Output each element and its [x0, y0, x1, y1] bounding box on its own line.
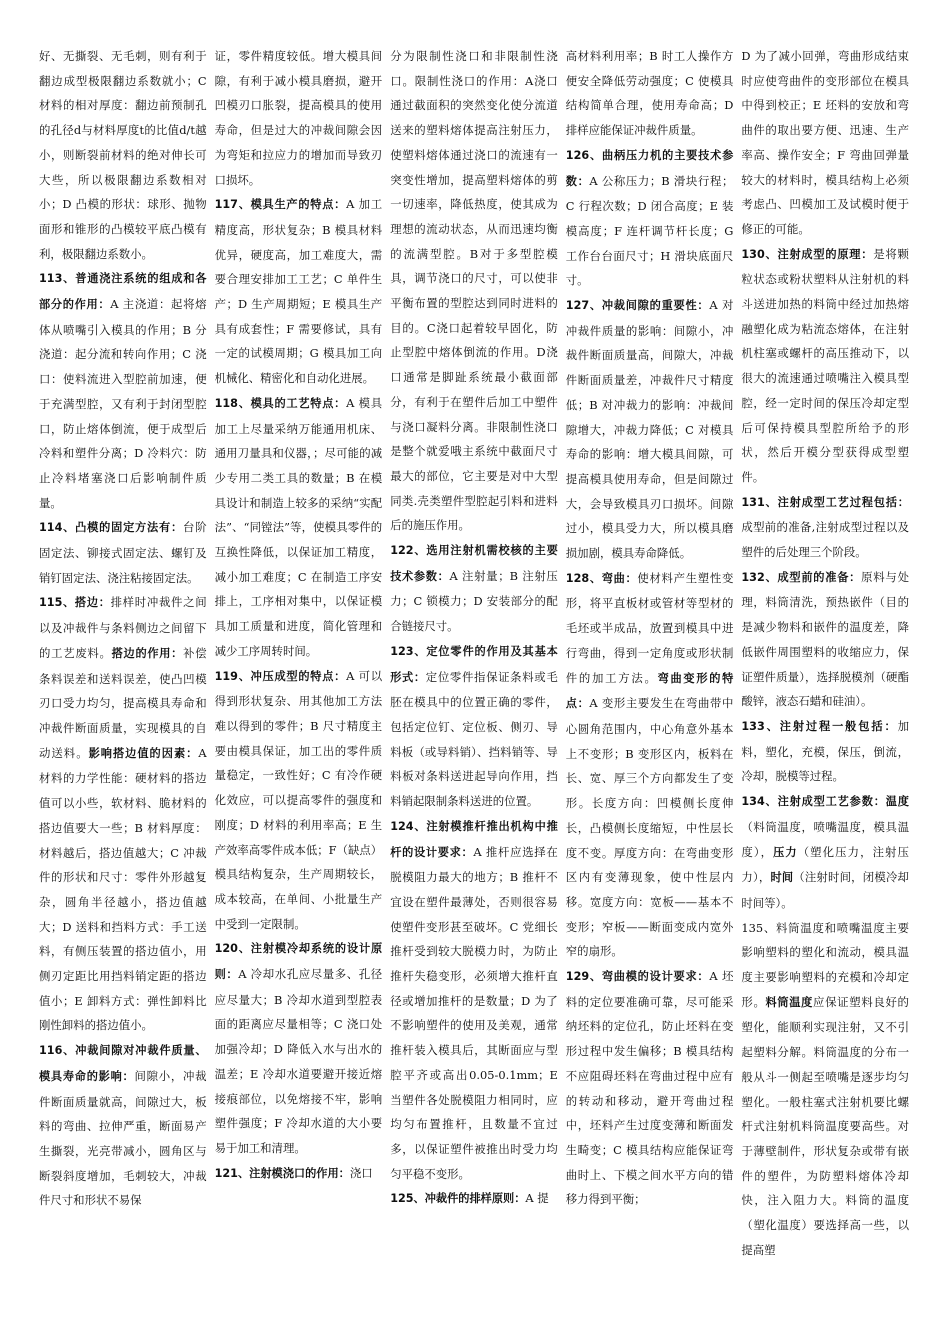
body-text: 原料与处理，料筒清洗，预热嵌件（目的是减少物料和嵌件的温度差，降低嵌件周围塑料的收缩应力，保证塑件质量），选择脱模剂（硬酯酸锌，液态石蜡和硅油）。 [741, 569, 909, 709]
paragraph [566, 293, 734, 566]
paragraph [741, 490, 909, 565]
bold-heading-text: 116、冲裁间隙对冲裁件质量、模具寿命的影响： [39, 1044, 207, 1083]
paragraph [215, 1161, 383, 1187]
body-text: （注射时间，闭模冷却时间等）。 [741, 870, 909, 910]
paragraph [390, 538, 558, 639]
text-column-1 [36, 44, 212, 1334]
paragraph [215, 44, 383, 192]
paragraph [566, 964, 734, 1212]
text-column-4 [563, 44, 739, 1334]
document-page [36, 44, 914, 1334]
paragraph [566, 44, 734, 143]
paragraph [566, 143, 734, 293]
body-text: A 变形主要发生在弯曲带中心圆角范围内，中心角意外基本上不变形；B 变形区内，板料在长、宽、厚三个方向都发生了变形。长度方向：凹模侧长度伸长，凸模侧长度缩短，中性层长度不变。厚度方向：在弯曲变形区内有变薄现象，使中性层内移。宽度方向：宽板——基本不变形；窄板——断面变成内宽外窄的扇形。 [565, 696, 734, 959]
bold-heading-text: 时间 [770, 871, 794, 885]
body-text: D 为了减小回弹，弯曲形成结束时应使弯曲件的变形部位在模具中得到校正；E 坯料的安放和弯曲件的取出要方便、迅速、生产率高、操作安全；F 弯曲回弹量较大的材料时，模具结构上必须考虑凸、凹模加工及试模时便于修正的可能。 [741, 49, 909, 236]
body-text: A 推杆应选择在脱模阻力最大的地方；B 推杆不宜设在塑件最薄处，否则很容易使塑件变形甚至破坏。C 党细长推杆受到较大脱模力时，为防止推杆失稳变形，必须增大推杆直径或增加推杆的是数量；D 为了不影响塑件的使用及美观，通常推杆装入模具后，其断面应与型腔平齐或高出0.05-0.1mm；E 当塑件各处脱模阻力相同时，应均匀布置推杆，且数量不宜过多，以保证塑件被推出时受力均匀平稳不变形。 [390, 844, 558, 1181]
body-text: 135、料筒温度和喷嘴温度主要影响塑料的塑化和流动，模具温度主要影响塑料的充模和冷却定形。 [741, 920, 909, 1009]
body-text: 定位零件指保证条料或毛胚在模具中的位置正确的零件，包括定位钉、定位板、侧刃、导料板（或导料销）、挡料销等、导料板对条料送进起导向作用，挡料销起限制条料送进的位置。 [390, 669, 558, 809]
paragraph [39, 590, 207, 1038]
paragraph [741, 714, 909, 789]
body-text: 好、无撕裂、无毛刺，则有利于翻边成型极限翻边系数就小；C 材料的相对厚度：翻边前预制孔的孔径d与材料厚度t的比值d/t越小，则断裂前材料的绝对伸长可大些，所以极限翻边系数相对小；D 凸模的形状：球形、抛物面形和锥形的凸模较平底凸模有利，极限翻边系数小。 [39, 49, 207, 261]
body-text: A 冷却水孔应尽量多、孔径应尽量大；B 冷却水道到型腔表面的距离应尽量相等；C 浇口处加强冷却；D 降低入水与出水的温差；E 冷却水道要避开接近熔接痕部位，以免熔接不牢，影响塑件强度；F 冷却水道的大小要易于加工和清理。 [214, 967, 383, 1155]
bold-heading-text: 119、冲压成型的特点： [214, 669, 347, 683]
body-text: A 提 [525, 1191, 549, 1206]
paragraph [741, 44, 909, 242]
bold-heading-text: 113、普通浇注系统的组成和各部分的作用： [39, 272, 207, 312]
paragraph [39, 44, 207, 266]
bold-heading-text: 115、搭边： [39, 596, 111, 610]
bold-heading-text: 120、注射模冷却系统的设计原则： [214, 942, 383, 982]
body-text: A 模具加工上尽量采纳万能通用机床、通用刀量具和仪器，；尽可能的减少专用二类工具的数量；B 在模具设计和制造上较多的采纳“实配法”、“同镗法”等，使模具零件的互换性降低，以保证加工精度，减小加工难度；C 在制造工序安排上，工序相对集中，以保证模具加工质量和进度，简化管理和减少工序周转时间。 [214, 395, 383, 658]
text-column-3 [387, 44, 563, 1334]
body-text: 排样时冲裁件之间以及冲裁件与条料侧边之间留下的工艺废料。 [39, 595, 207, 660]
paragraph [39, 515, 207, 590]
body-text: A 公称压力；B 滑块行程；C 行程次数；D 闭合高度；E 装模高度；F 连杆调节杆长度；G 工作台台面尺寸；H 滑块底面尺寸。 [565, 173, 734, 288]
bold-heading-text: 128、弯曲： [565, 571, 638, 585]
bold-heading-text: 影响搭边值的因素： [88, 746, 199, 760]
text-column-2 [212, 44, 388, 1334]
paragraph [215, 664, 383, 937]
bold-heading-text: 搭边的作用： [111, 646, 184, 660]
paragraph [390, 1186, 558, 1212]
paragraph [741, 789, 909, 916]
bold-heading-text: 126、曲柄压力机的主要技术参数： [565, 148, 734, 188]
bold-heading-text: 133、注射过程一般包括： [741, 719, 898, 733]
bold-heading-text: 131、注射成型工艺过程包括： [741, 495, 909, 509]
body-text: A 主浇道：起将熔体从喷嘴引入模具的作用；B 分浇道：起分流和转向作用；C 浇口：使料流进入型腔前加速，便于充满型腔，又有利于封闭型腔口，防止熔体倒流，便于成型后冷料和塑件分离；D 冷料穴：防止冷料堵塞浇口后影响制件质量。 [39, 297, 207, 510]
paragraph [741, 565, 909, 714]
body-text: 成型前的准备,注射成型过程以及塑件的后处理三个阶段。 [741, 520, 909, 560]
paragraph [390, 814, 558, 1187]
bold-heading-text: 125、冲裁件的排样原则： [390, 1192, 526, 1206]
body-text: A 加工精度高，形状复杂；B 模具材料优异，硬度高，加工难度大，需要合理安排加工工艺；C 单件生产；D 生产周期短；E 模具生产具有成套性；F 需要修试，具有一定的试模周期；G 模具加工向机械化、精密化和自动化进展。 [214, 197, 383, 386]
bold-heading-text: 129、弯曲模的设计要求： [565, 970, 710, 984]
body-text: A 材料的力学性能：硬材料的搭边值可以小些，软材料、脆材料的搭边值要大一些；B 材料厚度：材料越后，搭边值越大；C 冲裁件的形状和尺寸：零件外形越复杂，圆角半径越小，搭边值越大；D 送料和挡料方式：手工送料，有侧压装置的搭边值小，用侧刃定距比用挡料销定距的搭边值小；E 卸料方式：弹性卸料比刚性卸料的搭边值小。 [39, 745, 207, 1033]
body-text: 是将颗粒状态或粉状塑料从注射机的料斗送进加热的料筒中经过加热熔融塑化成为粘流态熔体，在注射机柱塞或螺杆的高压推动下，以很大的流速通过喷嘴注入模具型腔，经一定时间的保压冷却定型后可保持模具型腔所给予的形状，然后开模分型获得成型塑件。 [741, 246, 909, 484]
bold-heading-text: 料筒温度 [765, 995, 814, 1009]
text-column-5 [738, 44, 914, 1334]
body-text: 补偿条料误差和送料误差，使凸凹模刃口受力均匀，提高模具寿命和冲裁件断面质量，实现模具的自动送料。 [39, 645, 207, 760]
body-text: 台阶固定法、铆接式固定法、螺钉及销钉固定法、浇注粘接固定法。 [39, 520, 207, 585]
body-text: 分为限制性浇口和非限制性浇口。限制性浇口的作用：A浇口通过截面积的突然变化使分流道送来的塑料熔体提高注射压力，使塑料熔体通过浇口的流速有一突变性增加，提高塑料熔体的剪一切速率，降低热度，使其成为理想的流动状态，从而迅速均衡的流满型腔。B对于多型腔模具，调节浇口的尺寸，可以使非平衡布置的型腔达到同时进料的目的。C浇口起着较早固化，防止型腔中熔体倒流的作用。D浇口通常是脚趾系统最小截面部分，有利于在塑件后加工中塑件与浇口凝料分离。非限制性浇口是整个就爱哦主系统中截面尺寸最大的部位，它主要是对中大型同类.壳类塑件型腔起引料和进料后的施压作用。 [390, 49, 558, 533]
body-text: A 对冲裁件质量的影响：间隙小，冲裁件断面质量高，间隙大，冲裁件断面质量差，冲裁件尺寸精度低；B 对冲裁力的影响：冲裁间隙增大，冲裁力降低；C 对模具寿命的影响：增大模具间隙，可提高模具使用寿命，但是间隙过大，会导致模具刃口损坏。间隙过小，模具受力大，所以模具磨损加剧，模具寿命降低。 [565, 298, 734, 561]
bold-heading-text: 132、成型前的准备： [741, 570, 862, 584]
paragraph [741, 916, 909, 1263]
bold-heading-text: 122、选用注射机需校核的主要技术参数： [390, 544, 558, 583]
body-text: 证，零件精度较低。增大模具间隙，有利于减小模具磨损，避开凹模刃口胀裂，提高模具的使用寿命，但是过大的冲裁间隙会因为弯矩和拉应力的增加而导致刃口损坏。 [214, 49, 383, 187]
bold-heading-text: 121、注射模浇口的作用： [214, 1166, 350, 1180]
bold-heading-text: 117、模具生产的特点： [214, 198, 347, 212]
bold-heading-text: 弯曲变形的特点： [565, 671, 734, 711]
bold-heading-text: 134、注射成型工艺参数： [741, 795, 886, 809]
paragraph [566, 566, 734, 964]
bold-heading-text: 温度 [885, 795, 909, 809]
body-text: 使材料产生塑性变形，将平直板材或管材等型材的毛坯或半成品，放置到模具中进行弯曲，得到一定角度或形状制件的加工方法。 [565, 570, 734, 685]
body-text: A 注射量；B 注射压力；C 锁模力；D 安装部分的配合链接尺寸。 [390, 568, 558, 634]
bold-heading-text: 123、定位零件的作用及其基本形式： [390, 644, 558, 684]
body-text: （料筒温度，喷嘴温度，模具温度）， [741, 819, 909, 859]
paragraph [215, 192, 383, 391]
body-text: 高材料利用率；B 时工人操作方便安全降低劳动强度；C 使模具结构简单合理，使用寿命高；D 排样应能保证冲裁件质量。 [565, 49, 734, 138]
paragraph [39, 266, 207, 515]
paragraph [39, 1038, 207, 1213]
body-text: （塑化压力，注射压力）， [741, 844, 909, 885]
body-text: 应保证塑料良好的塑化，能顺利实现注射，又不引起塑料分解。料筒温度的分布一般从斗一侧起至喷嘴是逐步均匀塑化。一般柱塞式注射机要比螺杆式注射机料筒温度要高些。对于薄壁制件，形状复杂或带有嵌件的塑件，为防塑料熔体冷却快，注入阻力大。料筒的温度（塑化温度）要选择高一些，以提高塑 [741, 994, 909, 1257]
paragraph [390, 44, 558, 538]
bold-heading-text: 124、注射模推杆推出机构中推杆的设计要求： [390, 819, 558, 859]
bold-heading-text: 127、冲裁间隙的重要性： [565, 299, 710, 313]
bold-heading-text: 压力 [773, 845, 798, 859]
body-text: A 可以得到形状复杂、用其他加工方法难以得到的零件；B 尺寸精度主要由模具保证，加工出的零件质量稳定，一致性好；C 有冷作硬化效应，可以提高零件的强度和刚度；D 材料的利用率高；E 生产效率高零件成本低；F（缺点）模具结构复杂，生产周期较长，成本较高，在单间、小批量生产中受到一定限制。 [214, 668, 383, 931]
paragraph [215, 936, 383, 1160]
body-text: A 坯料的定位要准确可靠，尽可能采纳坯料的定位孔，防止坯料在变形过程中发生偏移；B 模具结构不应阻碍坯料在弯曲过程中应有的转动和移动，避开弯曲过程中，坯料产生过度变薄和断面发生畸变；C 模具结构应能保证弯曲时上、下模之间水平方向的错移力得到平衡； [565, 969, 734, 1207]
paragraph [215, 391, 383, 664]
paragraph [390, 639, 558, 814]
body-text: 浇口 [349, 1165, 373, 1180]
bold-heading-text: 130、注射成型的原理： [741, 247, 874, 261]
body-text: 间隙小，冲裁件断面质量就高，间隙过大，板料的弯曲、拉伸严重，断面易产生撕裂，光亮带减小，圆角区与断裂斜度增加，毛刺较大，冲裁件尺寸和形状不易保 [39, 1068, 207, 1208]
body-text: 加料，塑化，充模，保压，倒流，冷却，脱模等过程。 [741, 718, 909, 784]
bold-heading-text: 118、模具的工艺特点： [214, 396, 347, 410]
bold-heading-text: 114、凸模的固定方法有： [39, 521, 183, 535]
paragraph [741, 242, 909, 490]
